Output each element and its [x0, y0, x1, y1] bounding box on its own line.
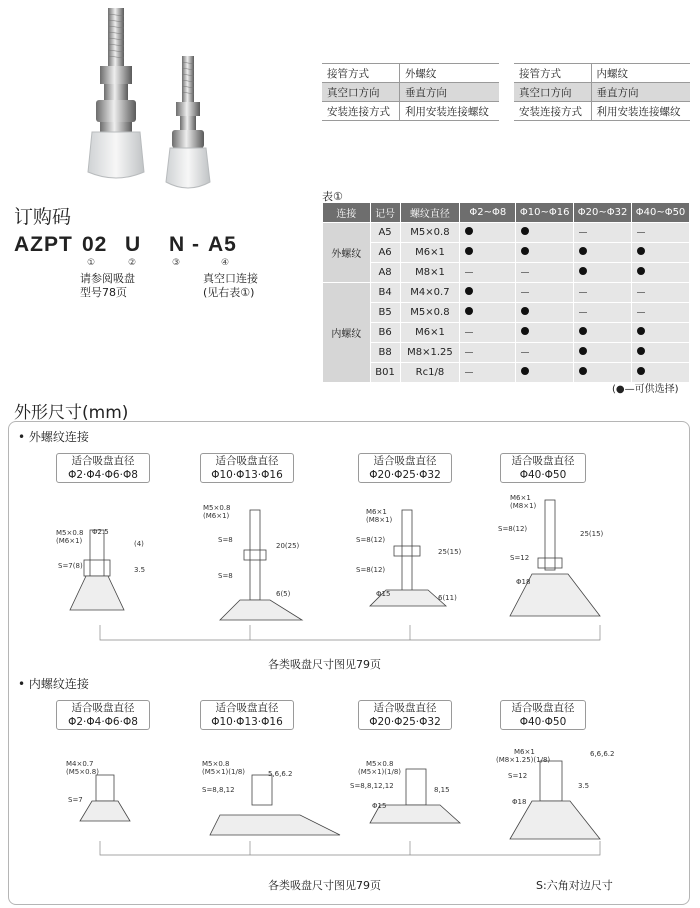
- spec-key: 安装连接方式: [322, 102, 399, 121]
- availability-cell: [460, 363, 516, 383]
- dim-label: (4): [134, 540, 144, 548]
- availability-cell: [574, 283, 632, 303]
- availability-cell: [574, 263, 632, 283]
- dim-label: S=7: [68, 796, 83, 804]
- dim-label: M6×1: [510, 494, 531, 502]
- dim-label: S=8,8,12,12: [350, 782, 394, 790]
- spec-key: 安装连接方式: [514, 102, 591, 121]
- thread-table-header: 连接: [323, 203, 371, 223]
- thread-table-row: [323, 223, 690, 243]
- unavailable-dash-icon: [521, 352, 529, 353]
- thread-cell: M5×0.8: [400, 223, 460, 243]
- note-line: 请参阅吸盘: [80, 272, 135, 285]
- dim-label: 6(11): [438, 594, 457, 602]
- cup-range-box: [358, 453, 452, 483]
- availability-cell: [516, 363, 574, 383]
- thread-cell: M6×1: [400, 243, 460, 263]
- availability-cell: [460, 223, 516, 243]
- available-dot-icon: [579, 247, 587, 255]
- thread-cell: Rc1/8: [400, 363, 460, 383]
- available-dot-icon: [465, 247, 473, 255]
- availability-cell: [460, 343, 516, 363]
- availability-cell: [460, 303, 516, 323]
- dim-label: S=8(12): [356, 536, 386, 544]
- thread-table-header: Φ2~Φ8: [460, 203, 516, 223]
- dim-label: S=12: [508, 772, 528, 780]
- spec-key: 接管方式: [322, 64, 399, 83]
- spec-table-inner-thread: [514, 63, 690, 121]
- outer-thread-drawings: [40, 490, 640, 680]
- outer-section-heading: • 外螺纹连接: [18, 430, 89, 444]
- unavailable-dash-icon: [465, 352, 473, 353]
- availability-cell: [516, 263, 574, 283]
- code-cell: B5: [370, 303, 400, 323]
- cup-range-title: 适合吸盘直径: [215, 702, 279, 714]
- unavailable-dash-icon: [579, 292, 587, 293]
- thread-table-header: Φ40~Φ50: [632, 203, 690, 223]
- code-cell: B01: [370, 363, 400, 383]
- spec-value: 利用安装连接螺纹: [399, 102, 499, 121]
- available-dot-icon: [579, 347, 587, 355]
- note-line: 型号78页: [80, 286, 127, 299]
- thread-table-caption: 表①: [322, 190, 343, 203]
- available-dot-icon: [579, 367, 587, 375]
- availability-cell: [574, 223, 632, 243]
- unavailable-dash-icon: [637, 292, 645, 293]
- thread-table-row: [323, 263, 690, 283]
- order-note-cup: [80, 272, 135, 300]
- available-dot-icon: [637, 367, 645, 375]
- cup-range-title: 适合吸盘直径: [511, 702, 575, 714]
- dim-label: S=8,8,12: [202, 786, 235, 794]
- dimensions-title: 外形尺寸(mm): [14, 403, 129, 423]
- dim-label: M5×0.8: [366, 760, 394, 768]
- code-part-mount: U: [125, 233, 142, 256]
- thread-table-header: Φ10~Φ16: [516, 203, 574, 223]
- outer-reference-note: 各类吸盘尺寸图见79页: [268, 658, 381, 671]
- available-dot-icon: [521, 307, 529, 315]
- cup-range-box: [500, 700, 586, 730]
- cup-range-values: Φ10·Φ13·Φ16: [211, 469, 283, 481]
- available-dot-icon: [637, 247, 645, 255]
- spec-value: 内螺纹: [591, 64, 690, 83]
- thread-table-row: [323, 283, 690, 303]
- thread-table-header: Φ20~Φ32: [574, 203, 632, 223]
- available-dot-icon: [465, 307, 473, 315]
- cup-range-values: Φ20·Φ25·Φ32: [369, 469, 441, 481]
- spec-value: 垂直方向: [591, 83, 690, 102]
- available-dot-icon: [465, 287, 473, 295]
- dim-label: S=12: [510, 554, 530, 562]
- available-dot-icon: [637, 327, 645, 335]
- available-dot-icon: [521, 367, 529, 375]
- dim-label: 6,6,6.2: [590, 750, 615, 758]
- cup-range-box: [56, 700, 150, 730]
- dim-label: S=8: [218, 572, 233, 580]
- unavailable-dash-icon: [465, 372, 473, 373]
- cup-range-values: Φ2·Φ4·Φ6·Φ8: [68, 469, 138, 481]
- cup-range-title: 适合吸盘直径: [373, 455, 437, 467]
- dim-label: S=8: [218, 536, 233, 544]
- availability-cell: [574, 243, 632, 263]
- availability-cell: [516, 323, 574, 343]
- thread-table-row: [323, 323, 690, 343]
- dim-label: (M6×1): [203, 512, 230, 520]
- connection-type-cell: 外螺纹: [323, 223, 371, 283]
- availability-cell: [460, 243, 516, 263]
- spec-table-outer-thread: [322, 63, 499, 121]
- availability-cell: [632, 283, 690, 303]
- dim-label: M5×0.8: [202, 760, 230, 768]
- cup-range-box: [500, 453, 586, 483]
- order-note-port: [203, 272, 258, 300]
- thread-table-row: [323, 303, 690, 323]
- section-label: 内螺纹连接: [28, 677, 89, 691]
- dim-label: 25(15): [580, 530, 604, 538]
- availability-cell: [460, 323, 516, 343]
- thread-cell: M5×0.8: [400, 303, 460, 323]
- dim-label: (M5×1)(1/8): [358, 768, 402, 776]
- spec-value: 垂直方向: [399, 83, 499, 102]
- product-photo: [70, 4, 230, 194]
- unavailable-dash-icon: [579, 312, 587, 313]
- dim-label: M5×0.8: [56, 529, 84, 537]
- cup-range-title: 适合吸盘直径: [373, 702, 437, 714]
- hex-note: S:六角对边尺寸: [536, 879, 613, 892]
- availability-cell: [516, 343, 574, 363]
- dim-label: 3.5: [578, 782, 590, 790]
- dim-label: M6×1: [366, 508, 387, 516]
- dim-label: (M5×0.8): [66, 768, 99, 776]
- dim-label: 5,6,6.2: [268, 770, 293, 778]
- dim-label: S=8(12): [356, 566, 386, 574]
- inner-thread-drawings: [40, 745, 640, 875]
- dim-label: (M8×1.25)(1/8): [496, 756, 551, 764]
- cup-range-values: Φ10·Φ13·Φ16: [211, 716, 283, 728]
- code-part-buffer: N: [169, 233, 186, 256]
- dim-label: 25(15): [438, 548, 462, 556]
- code-cell: A8: [370, 263, 400, 283]
- cup-range-title: 适合吸盘直径: [71, 702, 135, 714]
- dim-label: 6(5): [276, 590, 291, 598]
- unavailable-dash-icon: [465, 272, 473, 273]
- marker-4: ④: [221, 258, 230, 268]
- availability-cell: [632, 323, 690, 343]
- available-dot-icon: [521, 227, 529, 235]
- thread-table-header: 螺纹直径: [400, 203, 460, 223]
- code-cell: A6: [370, 243, 400, 263]
- thread-cell: M4×0.7: [400, 283, 460, 303]
- availability-cell: [460, 283, 516, 303]
- dim-label: Φ2.5: [92, 528, 109, 536]
- cup-range-box: [56, 453, 150, 483]
- availability-cell: [632, 343, 690, 363]
- code-part-port: A5: [208, 233, 237, 256]
- dim-label: Φ15: [376, 590, 391, 598]
- code-part-cup: 02: [82, 233, 108, 256]
- dim-label: S=7(8): [58, 562, 83, 570]
- availability-cell: [574, 323, 632, 343]
- note-line: (见右表①): [203, 286, 255, 299]
- code-part-dash: -: [192, 233, 200, 256]
- unavailable-dash-icon: [465, 332, 473, 333]
- thread-cell: M6×1: [400, 323, 460, 343]
- availability-cell: [516, 303, 574, 323]
- dim-label: M4×0.7: [66, 760, 94, 768]
- availability-cell: [516, 223, 574, 243]
- code-cell: B8: [370, 343, 400, 363]
- unavailable-dash-icon: [579, 232, 587, 233]
- available-dot-icon: [637, 267, 645, 275]
- availability-cell: [574, 343, 632, 363]
- section-label: 外螺纹连接: [28, 430, 89, 444]
- dim-label: (M8×1): [510, 502, 537, 510]
- spec-value: 利用安装连接螺纹: [591, 102, 690, 121]
- cup-range-title: 适合吸盘直径: [511, 455, 575, 467]
- unavailable-dash-icon: [637, 312, 645, 313]
- availability-cell: [632, 243, 690, 263]
- available-dot-icon: [521, 327, 529, 335]
- cup-range-title: 适合吸盘直径: [215, 455, 279, 467]
- marker-2: ②: [128, 258, 137, 268]
- dim-label: (M8×1): [366, 516, 393, 524]
- dim-label: 20(25): [276, 542, 300, 550]
- inner-reference-note: 各类吸盘尺寸图见79页: [268, 879, 381, 892]
- available-dot-icon: [579, 327, 587, 335]
- dim-label: S=8(12): [498, 525, 528, 533]
- available-dot-icon: [579, 267, 587, 275]
- cup-range-title: 适合吸盘直径: [71, 455, 135, 467]
- note-line: 真空口连接: [203, 272, 258, 285]
- availability-cell: [516, 243, 574, 263]
- thread-cell: M8×1.25: [400, 343, 460, 363]
- dim-label: (M5×1)(1/8): [202, 768, 246, 776]
- cup-range-box: [358, 700, 452, 730]
- spec-key: 接管方式: [514, 64, 591, 83]
- cup-range-values: Φ40·Φ50: [519, 469, 567, 481]
- marker-3: ③: [172, 258, 181, 268]
- available-dot-icon: [637, 347, 645, 355]
- code-part-series: AZPT: [14, 233, 73, 256]
- code-cell: A5: [370, 223, 400, 243]
- order-title: 订购码: [14, 206, 72, 228]
- dim-label: 8,15: [434, 786, 450, 794]
- spec-value: 外螺纹: [399, 64, 499, 83]
- cup-range-values: Φ2·Φ4·Φ6·Φ8: [68, 716, 138, 728]
- thread-cell: M8×1: [400, 263, 460, 283]
- availability-cell: [460, 263, 516, 283]
- dim-label: Φ18: [516, 578, 531, 586]
- availability-cell: [632, 303, 690, 323]
- dim-label: 3.5: [134, 566, 146, 574]
- inner-section-heading: • 内螺纹连接: [18, 677, 89, 691]
- cup-range-box: [200, 453, 294, 483]
- thread-table: [322, 202, 690, 383]
- availability-cell: [516, 283, 574, 303]
- code-cell: B4: [370, 283, 400, 303]
- available-dot-icon: [465, 227, 473, 235]
- thread-table-row: [323, 343, 690, 363]
- marker-1: ①: [87, 258, 96, 268]
- dim-label: M5×0.8: [203, 504, 231, 512]
- unavailable-dash-icon: [521, 272, 529, 273]
- code-cell: B6: [370, 323, 400, 343]
- cup-range-values: Φ20·Φ25·Φ32: [369, 716, 441, 728]
- thread-table-row: [323, 243, 690, 263]
- cup-range-values: Φ40·Φ50: [519, 716, 567, 728]
- availability-cell: [574, 303, 632, 323]
- unavailable-dash-icon: [521, 292, 529, 293]
- availability-cell: [632, 223, 690, 243]
- dim-label: Φ15: [372, 802, 387, 810]
- spec-key: 真空口方向: [322, 83, 399, 102]
- connection-type-cell: 内螺纹: [323, 283, 371, 383]
- thread-table-header: 记号: [370, 203, 400, 223]
- spec-key: 真空口方向: [514, 83, 591, 102]
- dim-label: Φ18: [512, 798, 527, 806]
- thread-legend: (●—可供选择): [612, 384, 679, 395]
- cup-range-box: [200, 700, 294, 730]
- available-dot-icon: [521, 247, 529, 255]
- availability-cell: [632, 263, 690, 283]
- dim-label: (M6×1): [56, 537, 83, 545]
- dim-label: M6×1: [514, 748, 535, 756]
- unavailable-dash-icon: [637, 232, 645, 233]
